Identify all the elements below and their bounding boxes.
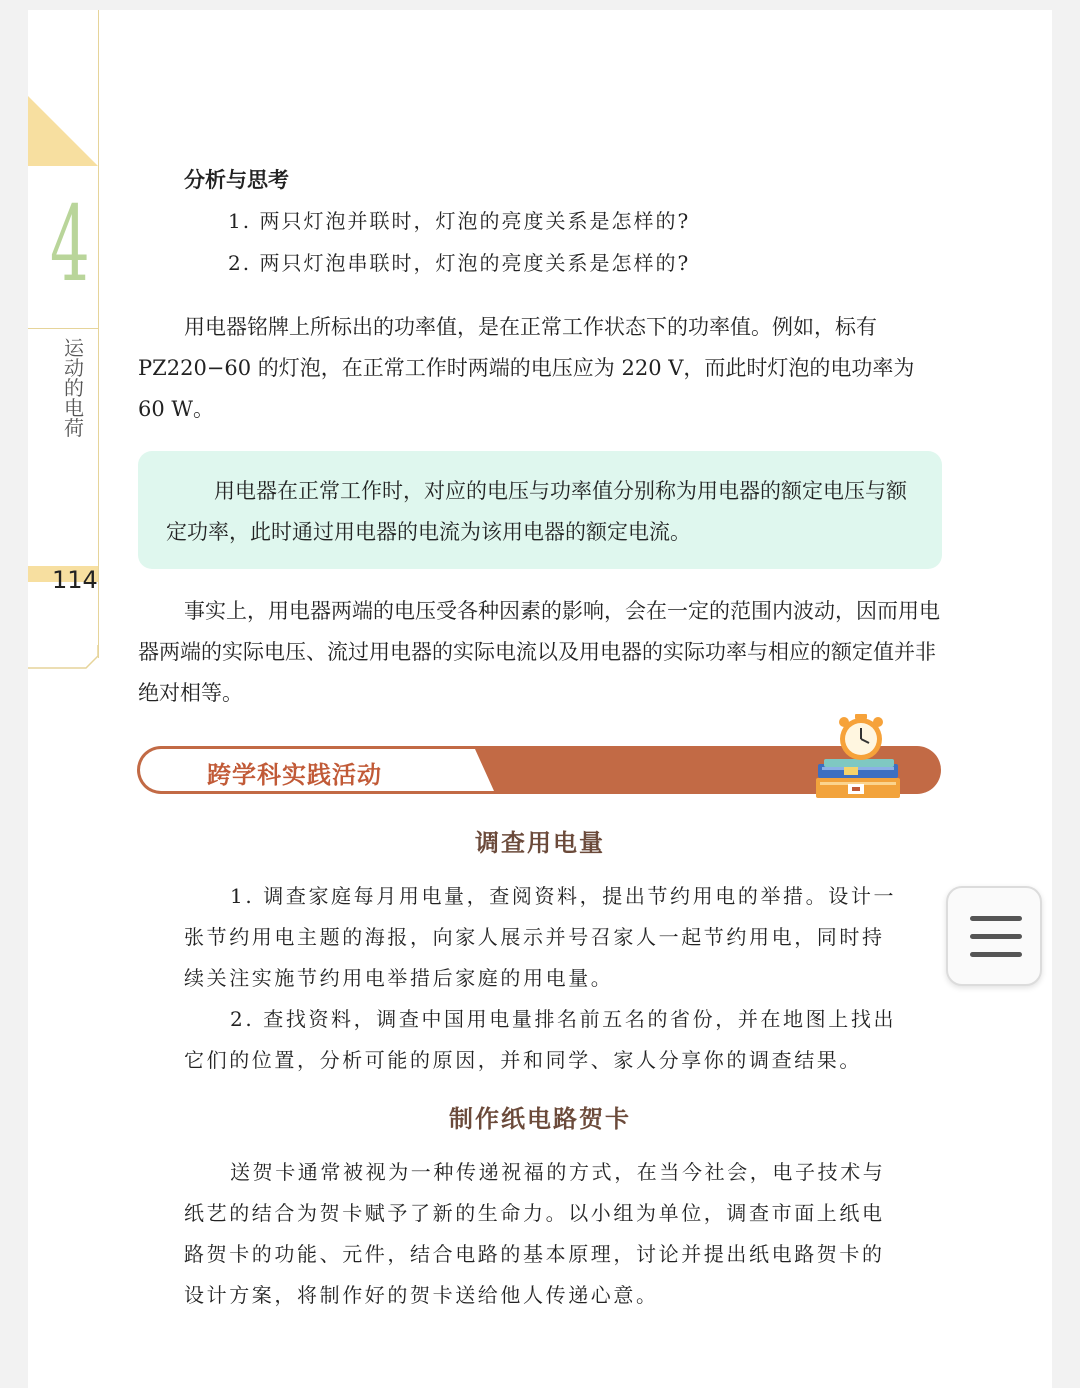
analysis-heading: 分析与思考 — [184, 168, 289, 192]
definition-text: 用电器在正常工作时，对应的电压与功率值分别称为用电器的额定电压与额定功率，此时通过用电器的电流为该用电器的额定电流。 — [166, 479, 907, 544]
paragraph-text: 事实上，用电器两端的电压受各种因素的影响，会在一定的范围内波动，因而用电器两端的实际电压、流过用电器的实际电流以及用电器的实际功率与相应的额定值并非绝对相等。 — [138, 599, 940, 705]
chapter-number: 4 — [50, 183, 90, 305]
chapter-title: 运动的电荷 — [64, 336, 84, 440]
margin-fold-decoration — [28, 645, 98, 669]
activity-paragraph-text: 送贺卡通常被视为一种传递祝福的方式，在当今社会，电子技术与纸艺的结合为贺卡赋予了新的生命力。以小组为单位，调查市面上纸电路贺卡的功能、元件，结合电路的基本原理，讨论并提出纸电路贺卡的设计方案，将制作好的贺卡送给他人传递心意。 — [184, 1160, 886, 1307]
menu-button[interactable] — [946, 886, 1042, 986]
body-paragraph — [138, 307, 942, 430]
activity-item-text: 1. 调查家庭每月用电量，查阅资料，提出节约用电的举措。设计一张节约用电主题的海报，向家人展示并号召家人一起节约用电，同时持续关注实施节约用电举措后家庭的用电量。 — [184, 884, 897, 990]
activity-section-title: 制作纸电路贺卡 — [449, 1105, 631, 1133]
activity-item-text: 2. 查找资料，调查中国用电量排名前五名的省份，并在地图上找出它们的位置，分析可能的原因，并和同学、家人分享你的调查结果。 — [184, 1007, 897, 1072]
clock-on-books-icon — [814, 712, 904, 800]
hamburger-menu-icon — [970, 916, 1022, 921]
activity-item — [184, 876, 898, 999]
margin-divider-line — [98, 10, 99, 658]
body-paragraph — [138, 591, 942, 714]
activity-item — [184, 999, 898, 1081]
page-number: 114 — [52, 566, 98, 594]
paragraph-text: 用电器铭牌上所标出的功率值，是在正常工作状态下的功率值。例如，标有 PZ220−60 的灯泡，在正常工作时两端的电压应为 220 V，而此时灯泡的电功率为 60 W。 — [138, 315, 915, 421]
activity-paragraph — [184, 1152, 898, 1316]
chapter-divider — [28, 328, 98, 329]
definition-box — [138, 451, 942, 569]
analysis-question: 1. 两只灯泡并联时，灯泡的亮度关系是怎样的? — [228, 209, 691, 233]
activity-section-title: 调查用电量 — [475, 829, 605, 857]
hamburger-menu-icon — [970, 934, 1022, 939]
hamburger-menu-icon — [970, 952, 1022, 957]
analysis-question: 2. 两只灯泡串联时，灯泡的亮度关系是怎样的? — [228, 251, 691, 275]
banner-title: 跨学科实践活动 — [207, 761, 382, 789]
